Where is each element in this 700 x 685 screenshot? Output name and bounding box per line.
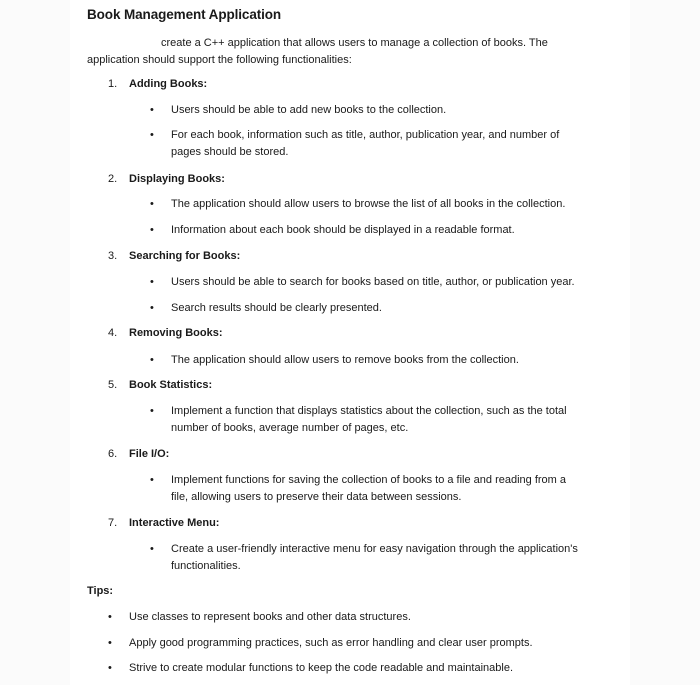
section-number: 4. xyxy=(108,327,118,339)
list-item-text: pages should be stored. xyxy=(171,146,289,158)
bullet-icon: • xyxy=(150,198,154,210)
section-title: File I/O: xyxy=(129,448,170,460)
section-title: Searching for Books: xyxy=(129,250,241,262)
tip-text: Strive to create modular functions to keep the code readable and maintainable. xyxy=(129,662,514,674)
section-heading-book-statistics xyxy=(108,379,212,391)
section-number: 2. xyxy=(108,173,118,185)
section-title: Displaying Books: xyxy=(129,173,225,185)
bullet-icon: • xyxy=(150,354,154,366)
list-item-text: Implement functions for saving the collection of books to a file and reading from a xyxy=(171,474,566,486)
bullet-icon: • xyxy=(108,662,112,674)
list-item-text: Users should be able to add new books to the collection. xyxy=(171,104,447,116)
section-title: Adding Books: xyxy=(129,78,208,90)
bullet-icon: • xyxy=(108,611,112,623)
bullet-icon: • xyxy=(150,224,154,236)
section-heading-displaying-books xyxy=(108,173,225,185)
section-title: Removing Books: xyxy=(129,327,223,339)
tip-item xyxy=(108,635,608,652)
bullet-icon: • xyxy=(150,104,154,116)
section-number: 3. xyxy=(108,250,118,262)
section-heading-adding-books xyxy=(108,78,207,90)
list-item xyxy=(150,274,620,291)
list-item-text: The application should allow users to browse the list of all books in the collection. xyxy=(171,198,566,210)
list-item xyxy=(150,472,620,506)
bullet-icon: • xyxy=(150,543,154,555)
section-title: Interactive Menu: xyxy=(129,517,220,529)
list-item-text: functionalities. xyxy=(171,560,241,572)
list-item-text: number of books, average number of pages, etc. xyxy=(171,422,409,434)
list-item-text: Search results should be clearly presented. xyxy=(171,302,382,314)
intro-paragraph xyxy=(87,35,607,69)
section-heading-file-io xyxy=(108,448,169,460)
tip-item xyxy=(108,609,608,626)
list-item xyxy=(150,222,610,239)
section-heading-removing-books xyxy=(108,327,223,339)
intro-line-1: create a C++ application that allows users to manage a collection of books. The xyxy=(161,37,548,49)
list-item xyxy=(150,300,610,317)
tip-item xyxy=(108,660,608,677)
list-item-text: The application should allow users to remove books from the collection. xyxy=(171,354,519,366)
list-item xyxy=(150,352,610,369)
section-title: Book Statistics: xyxy=(129,379,213,391)
list-item-text: Users should be able to search for books based on title, author, or publication year. xyxy=(171,276,575,288)
section-heading-interactive-menu xyxy=(108,517,219,529)
list-item-text: Implement a function that displays statistics about the collection, such as the total xyxy=(171,405,567,417)
tip-text: Apply good programming practices, such as error handling and clear user prompts. xyxy=(129,637,533,649)
bullet-icon: • xyxy=(150,302,154,314)
bullet-icon: • xyxy=(150,129,154,141)
document-title: Book Management Application xyxy=(87,7,282,22)
intro-line-2: application should support the following functionalities: xyxy=(87,54,352,66)
list-item xyxy=(150,196,620,213)
bullet-icon: • xyxy=(150,405,154,417)
list-item-text: file, allowing users to preserve their data between sessions. xyxy=(171,491,462,503)
section-number: 6. xyxy=(108,448,118,460)
tips-heading: Tips: xyxy=(87,585,114,597)
list-item xyxy=(150,127,610,161)
section-number: 1. xyxy=(108,78,118,90)
list-item-text: Information about each book should be displayed in a readable format. xyxy=(171,224,515,236)
bullet-icon: • xyxy=(150,276,154,288)
list-item-text: Create a user-friendly interactive menu for easy navigation through the application's xyxy=(171,543,578,555)
section-number: 7. xyxy=(108,517,118,529)
list-item xyxy=(150,403,620,437)
tip-text: Use classes to represent books and other data structures. xyxy=(129,611,411,623)
section-heading-searching-books xyxy=(108,250,240,262)
list-item-text: For each book, information such as title, author, publication year, and number of xyxy=(171,129,560,141)
list-item xyxy=(150,541,620,575)
bullet-icon: • xyxy=(108,637,112,649)
section-number: 5. xyxy=(108,379,118,391)
list-item xyxy=(150,102,610,119)
bullet-icon: • xyxy=(150,474,154,486)
